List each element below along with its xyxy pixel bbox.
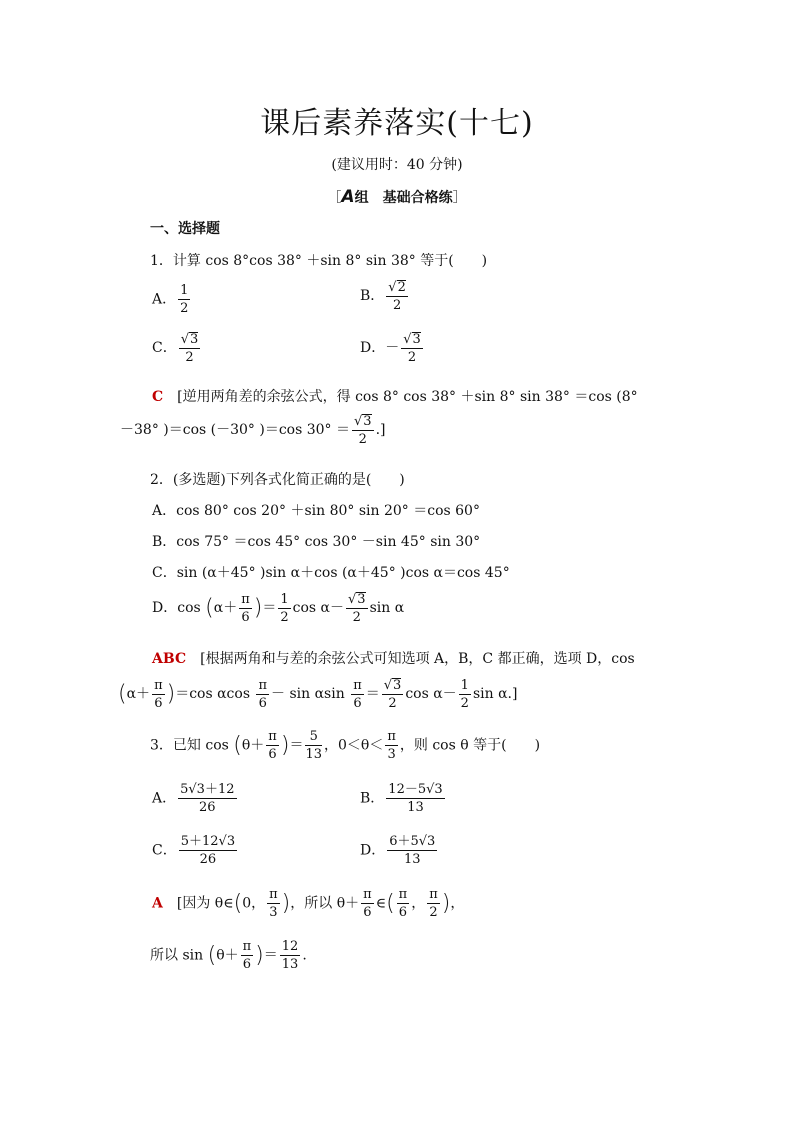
q2-option-d: D．cos (α＋ $\frac{\pi}{6}$ )＝ $\frac{1}{2}$ cos α－ $\frac{√3}{2}$ sin α [152, 591, 405, 625]
q1-answer: C [152, 389, 164, 405]
q1-option-c: C． $\frac{√3}{2}$ [152, 332, 199, 365]
q2-solution-line1: ABC [根据两角和与差的余弦公式可知选项 A，B，C 都正确，选项 D，cos [152, 651, 635, 667]
q3-option-b: B． $\frac{12-5√3}{13}$ [360, 782, 443, 815]
q1-option-a: A． $\frac{1}{2}$ [152, 283, 189, 316]
group-heading: ［A组 基础合格练］ [327, 187, 467, 207]
q3-solution-line2: 所以 sin (θ＋ $\frac{\pi}{6}$ )＝ $\frac{12}{13}$ . [150, 939, 307, 972]
page-title: 课后素养落实(十七) [260, 106, 534, 141]
q1-option-d: D．－ $\frac{√3}{2}$ [360, 332, 421, 365]
q2-option-b: B．cos 75° ＝cos 45° cos 30° －sin 45° sin 30° [152, 534, 481, 550]
q1-option-b: B． $\frac{√2}{2}$ [360, 280, 406, 313]
q2-option-a: A．cos 80° cos 20° ＋sin 80° sin 20° ＝cos 60° [152, 503, 480, 519]
q3-solution-line1: A [因为 θ∈(0， $\frac{\pi}{3}$ )，所以 θ＋ $\frac{\pi}{6}$ ∈( $\frac{\pi}{6}$ ， $\frac{\pi}{2}$ )， [152, 887, 465, 920]
q3-stem: 3．已知 cos (θ＋ $\frac{\pi}{6}$ )＝ $\frac{5}{13}$ ，0＜θ＜ $\frac{\pi}{3}$ ，则 cos θ 等于( ) [150, 729, 541, 762]
time-note: (建议用时：40 分钟) [331, 157, 463, 173]
q1-solution-line2: －38° )＝cos (－30° )＝cos 30° ＝ $\frac{√3}{2}$ .] [120, 414, 386, 447]
q3-option-a: A． $\frac{5√3+12}{26}$ [152, 782, 235, 815]
q3-option-d: D． $\frac{6+5√3}{13}$ [360, 834, 436, 867]
q2-option-c: C．sin (α＋45° )sin α＋cos (α＋45° )cos α＝cos 45° [152, 565, 510, 581]
q3-answer: A [152, 895, 163, 912]
q2-solution-line2: (α＋ $\frac{\pi}{6}$ )＝cos αcos $\frac{\pi}{6}$ － sin αsin $\frac{\pi}{6}$ ＝ $\frac{√3}{2}$ cos α－ $\frac{1}{2}$ sin α.] [118, 677, 518, 711]
q2-answer: ABC [152, 651, 187, 667]
q1-stem: 1．计算 cos 8°cos 38° ＋sin 8° sin 38° 等于( ) [150, 253, 488, 269]
section-heading: 一、选择题 [150, 221, 220, 237]
q3-option-c: C． $\frac{5+12√3}{26}$ [152, 834, 236, 867]
q2-stem: 2．(多选题)下列各式化简正确的是( ) [150, 472, 405, 488]
q1-solution-line1: C [逆用两角差的余弦公式，得 cos 8° cos 38° ＋sin 8° sin 38° ＝cos (8° [152, 389, 638, 405]
